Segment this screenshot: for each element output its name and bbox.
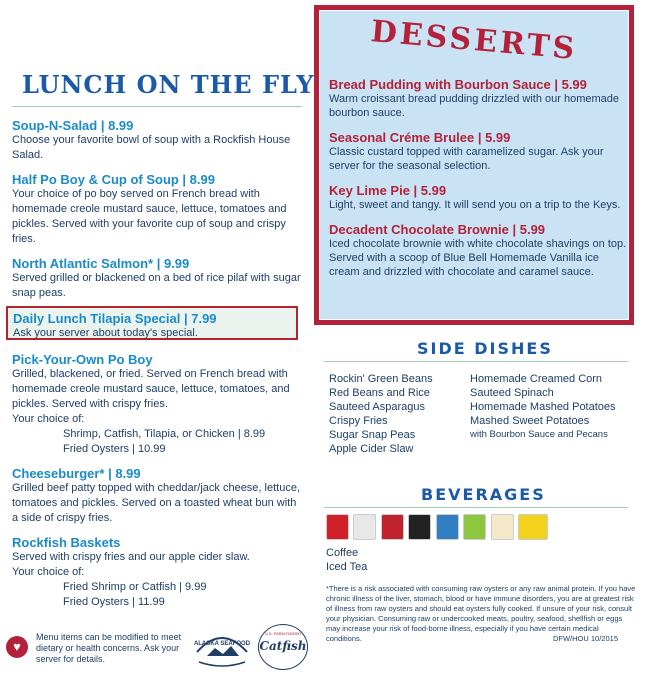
choice-option: Fried Oysters | 10.99 (63, 443, 166, 455)
choice-option: Fried Oysters | 11.99 (63, 596, 165, 608)
menu-item-po-boy (12, 352, 304, 457)
item-title: Soup-N-Salad | 8.99 (12, 118, 134, 133)
catfish-logo (258, 624, 308, 670)
lunch-title-divider (12, 106, 302, 107)
dessert-desc: Classic custard topped with caramelized sugar. Ask your server for the seasonal selection. (329, 146, 604, 172)
alaska-logo-text: ALASKA SEAFOOD (193, 641, 251, 647)
lunch-items (12, 118, 304, 310)
choice-label: Your choice of: (12, 413, 85, 425)
side-dish-note: with Bourbon Sauce and Pecans (470, 429, 608, 440)
soda-can-icon (326, 514, 349, 540)
beverage-item: Coffee (326, 547, 359, 559)
menu-item-soup-n-salad (12, 118, 304, 163)
choice-option: Shrimp, Catfish, Tilapia, or Chicken | 8.99 (63, 428, 266, 440)
item-desc: Ask your server about today's special. (13, 327, 198, 339)
desserts-list (329, 77, 629, 289)
item-desc: Choose your favorite bowl of soup with a Rockfish House Salad. (12, 134, 291, 161)
choice-label: Your choice of: (12, 566, 85, 578)
item-desc: Grilled, blackened, or fried. Served on French bread with homemade creole mustard sauce, lettuce, tomatoes, and pickles. Served with crispy fries. (12, 368, 290, 410)
dessert-title: Key Lime Pie | 5.99 (329, 183, 447, 198)
side-dishes-divider (324, 361, 628, 362)
choice-option: Fried Shrimp or Catfish | 9.99 (63, 581, 207, 593)
dessert-title: Decadent Chocolate Brownie | 5.99 (329, 222, 546, 237)
side-dishes-col-2 (470, 372, 616, 442)
catfish-logo-top: U.S. FARM-RAISED (264, 631, 302, 636)
side-dish: Homemade Creamed Corn (470, 373, 603, 385)
menu-item-half-po-boy (12, 172, 304, 247)
item-title: Daily Lunch Tilapia Special | 7.99 (13, 311, 217, 326)
soda-can-icon (518, 514, 548, 540)
side-dish: Red Beans and Rice (329, 387, 430, 399)
lunch-title: LUNCH ON THE FLY (22, 70, 315, 99)
dessert-title: Seasonal Créme Brulee | 5.99 (329, 130, 511, 145)
soda-can-icon (381, 514, 404, 540)
side-dish: Sauteed Spinach (470, 387, 554, 399)
item-desc: Your choice of po boy served on French bread with homemade creole mustard sauce, lettuce, tomatoes and pickles. Served with your favorite cup of soup and crispy fries. (12, 188, 287, 245)
beverages-title: BEVERAGES (421, 485, 546, 504)
soda-can-icon (436, 514, 459, 540)
side-dish: Sauteed Asparagus (329, 401, 426, 413)
alaska-seafood-logo (193, 622, 251, 670)
lunch-items-lower (12, 352, 304, 619)
item-title: Cheeseburger* | 8.99 (12, 466, 141, 481)
desserts-inner (319, 10, 629, 320)
menu-code: DFW/HOU 10/2015 (552, 634, 618, 643)
soda-can-icon (463, 514, 486, 540)
side-dish: Apple Cider Slaw (329, 443, 414, 455)
raw-food-disclaimer (326, 584, 636, 644)
item-title: Rockfish Baskets (12, 535, 121, 550)
dessert-title: Bread Pudding with Bourbon Sauce | 5.99 (329, 77, 587, 92)
menu-item-baskets (12, 535, 304, 610)
side-dishes-col-1 (329, 372, 433, 456)
side-dish: Crispy Fries (329, 415, 388, 427)
desserts-panel (314, 5, 634, 325)
catfish-logo-text: Catfish (259, 639, 307, 653)
beverage-item: Iced Tea (326, 561, 368, 573)
tilapia-special-box (6, 306, 298, 340)
item-desc: Grilled beef patty topped with cheddar/jack cheese, lettuce, tomatoes and pickles. Served on a toasted wheat bun with a side of crispy fries. (12, 482, 301, 524)
disclaimer-text: *There is a risk associated with consuming raw oysters or any raw animal protein. If you have chronic illness of the liver, stomach, blood or have immune disorders, you are at greatest risk of illness from raw oysters and should eat oysters fully cooked. If unsure of your risk, consult your physician. Consuming raw or undercooked meats, poultry, seafood, shellfish or eggs may increase your risk of food-borne illness, especially if you have certain medical conditions. (326, 584, 636, 643)
desserts-title: DESSERTS (369, 14, 579, 67)
item-desc: Served with crispy fries and our apple cider slaw. (12, 551, 250, 563)
dessert-desc: Light, sweet and tangy. It will send you on a trip to the Keys. (329, 199, 621, 211)
item-title: Pick-Your-Own Po Boy (12, 352, 153, 367)
dessert-desc: Iced chocolate brownie with white chocolate shavings on top. Served with a scoop of Blue Bell Homemade Vanilla ice cream and drizzled with chocolate and caramel sauce. (329, 238, 627, 278)
soda-can-icon (408, 514, 431, 540)
dessert-desc: Warm croissant bread pudding drizzled with our homemade bourbon sauce. (329, 93, 620, 119)
soda-can-icon (353, 514, 376, 540)
menu-item-salmon (12, 256, 304, 301)
side-dish: Mashed Sweet Potatoes (470, 415, 590, 427)
item-desc: Served grilled or blackened on a bed of rice pilaf with sugar snap peas. (12, 272, 301, 299)
dietary-footnote: Menu items can be modified to meet dietary or health concerns. Ask your server for details. (36, 632, 182, 664)
soda-can-icon (491, 514, 514, 540)
side-dish: Homemade Mashed Potatoes (470, 401, 616, 413)
side-dish: Rockin' Green Beans (329, 373, 433, 385)
beverage-list (326, 546, 367, 574)
heart-icon: ♥ (6, 636, 28, 658)
side-dishes-title: SIDE DISHES (417, 339, 553, 358)
menu-item-cheeseburger (12, 466, 304, 526)
item-title: North Atlantic Salmon* | 9.99 (12, 256, 190, 271)
beverages-divider (324, 507, 628, 508)
side-dish: Sugar Snap Peas (329, 429, 416, 441)
soda-brand-logos (326, 514, 548, 545)
item-title: Half Po Boy & Cup of Soup | 8.99 (12, 172, 215, 187)
